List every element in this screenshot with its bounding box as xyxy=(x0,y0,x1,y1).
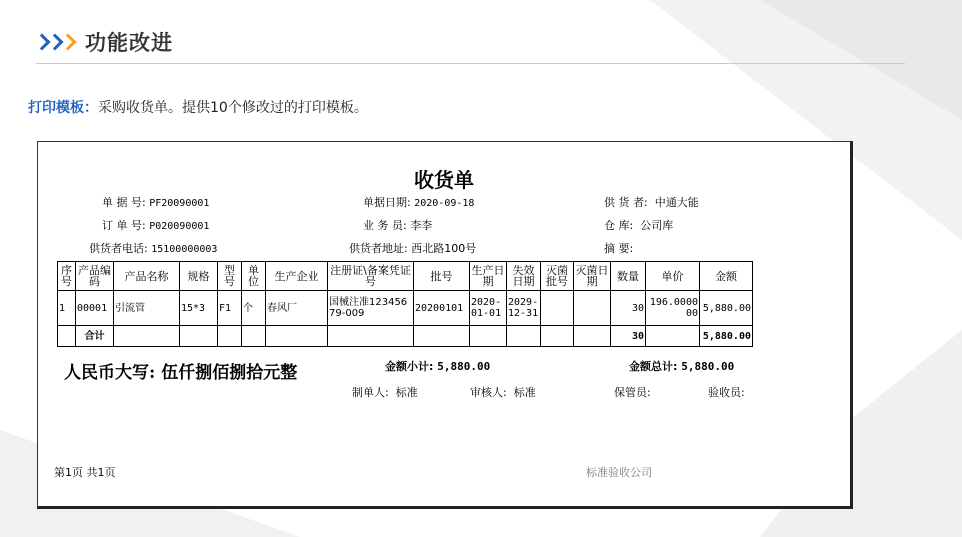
cell-spec: 15*3 xyxy=(180,291,218,326)
clerk-field: 业 务 员: 李李 xyxy=(363,219,433,232)
total-amount: 5,880.00 xyxy=(700,326,753,347)
total-label: 合计 xyxy=(76,326,114,347)
total-row xyxy=(58,326,753,347)
cell-price: 196.000000 xyxy=(646,291,700,326)
col-header: 单价 xyxy=(646,262,700,291)
cell-unit: 个 xyxy=(242,291,266,326)
doc-no-field: 单 据 号: PF20090001 xyxy=(102,196,210,209)
col-header: 型号 xyxy=(218,262,242,291)
reviewer-field: 审核人: 标准 xyxy=(470,386,536,399)
items-table xyxy=(57,261,753,347)
col-header: 注册证\备案凭证号 xyxy=(328,262,414,291)
cell-reg: 国械注准12345679-009 xyxy=(328,291,414,326)
section-header xyxy=(36,26,173,58)
cell-sterile-date xyxy=(574,291,611,326)
col-header: 规格 xyxy=(180,262,218,291)
col-header: 单位 xyxy=(242,262,266,291)
maker-field: 制单人: 标准 xyxy=(352,386,418,399)
keeper-field: 保管员: xyxy=(614,386,651,399)
doc-date-field: 单据日期: 2020-09-18 xyxy=(363,196,475,209)
col-header: 产品名称 xyxy=(114,262,180,291)
col-header: 生产企业 xyxy=(266,262,328,291)
page-info: 第1页 共1页 xyxy=(54,466,116,479)
receipt-title: 收货单 xyxy=(414,168,474,192)
col-header: 灭菌日期 xyxy=(574,262,611,291)
cell-name: 引流管 xyxy=(114,291,180,326)
cell-model: F1 xyxy=(218,291,242,326)
supplier-phone-field: 供货者电话: 15100000003 xyxy=(89,242,218,255)
warehouse-field: 仓 库: 公司库 xyxy=(604,219,674,232)
cell-seq: 1 xyxy=(58,291,76,326)
supplier-field: 供 货 者: 中通大能 xyxy=(604,196,699,209)
subtotal-field: 金额小计: 5,880.00 xyxy=(385,360,491,373)
cell-qty: 30 xyxy=(611,291,646,326)
col-header: 批号 xyxy=(414,262,470,291)
supplier-address-field: 供货者地址: 西北路100号 xyxy=(349,242,477,255)
col-header: 失效日期 xyxy=(507,262,541,291)
description-colon: ： xyxy=(84,100,98,116)
cell-amount: 5,880.00 xyxy=(700,291,753,326)
description-highlight: 打印模板 xyxy=(28,100,84,116)
chevrons-icon xyxy=(36,36,75,48)
table-header-row xyxy=(58,262,753,291)
grand-total-field: 金额总计: 5,880.00 xyxy=(629,360,735,373)
receipt-preview xyxy=(37,141,853,509)
col-header: 生产日期 xyxy=(470,262,507,291)
cell-mfg: 2020-01-01 xyxy=(470,291,507,326)
summary-field: 摘 要: xyxy=(604,242,634,255)
cell-batch: 20200101 xyxy=(414,291,470,326)
total-qty: 30 xyxy=(611,326,646,347)
col-header: 产品编码 xyxy=(76,262,114,291)
cell-sterile-batch xyxy=(541,291,574,326)
col-header: 金额 xyxy=(700,262,753,291)
description-text: 采购收货单。提供10个修改过的打印模板。 xyxy=(98,100,368,116)
cell-code: 00001 xyxy=(76,291,114,326)
description xyxy=(28,97,368,117)
order-no-field: 订 单 号: P020090001 xyxy=(102,219,210,232)
cell-maker: 春风厂 xyxy=(266,291,328,326)
col-header: 数量 xyxy=(611,262,646,291)
cell-exp: 2029-12-31 xyxy=(507,291,541,326)
col-header: 序号 xyxy=(58,262,76,291)
inspector-field: 验收员: xyxy=(708,386,745,399)
divider xyxy=(36,63,905,64)
rmb-caps: 人民币大写: 伍仟捌佰捌拾元整 xyxy=(64,363,298,383)
page-title: 功能改进 xyxy=(85,31,173,55)
company-name: 标准验收公司 xyxy=(586,466,652,479)
col-header: 灭菌批号 xyxy=(541,262,574,291)
table-row xyxy=(58,291,753,326)
